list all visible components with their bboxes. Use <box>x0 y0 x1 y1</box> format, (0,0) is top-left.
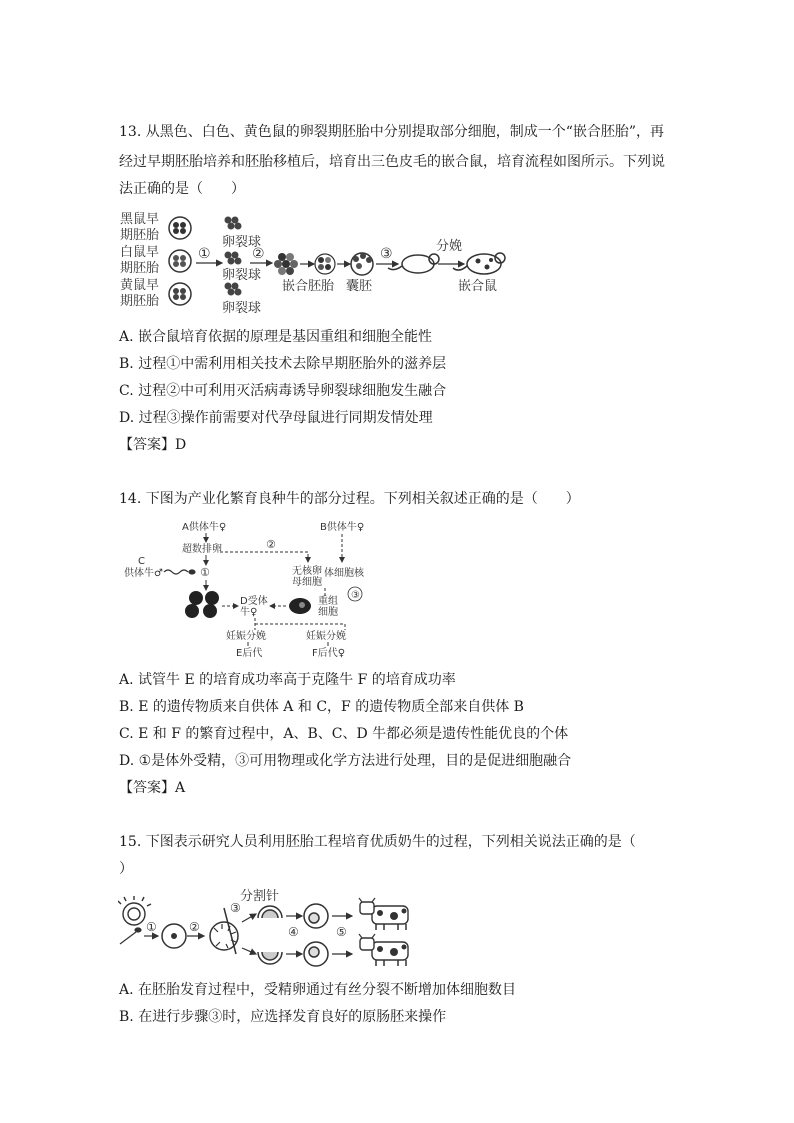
q13-white-label-2: 期胚胎 <box>120 261 160 276</box>
q15-stem-line2: ） <box>119 861 133 877</box>
q15-step2: ② <box>189 920 200 934</box>
q15-needle: 分割针 <box>240 889 280 904</box>
q13-cleavage-2: 卵裂球 <box>222 268 262 283</box>
embryo-bottom-icon <box>304 942 328 966</box>
embryo-top-icon <box>304 904 328 928</box>
q13-stem-line1: 13. 从黑色、白色、黄色鼠的卵裂期胚胎中分别提取部分细胞，制成一个“嵌合胚胎”，再 <box>119 124 665 140</box>
half-embryo-top-icon <box>258 906 282 918</box>
q14-option-a: A. 试管牛 E 的培育成功率高于克隆牛 F 的培育成功率 <box>119 672 456 688</box>
q15-step3: ③ <box>230 901 241 915</box>
q14-stem: 14. 下图为产业化繁育良种牛的部分过程。下列相关叙述正确的是（ ） <box>119 491 580 507</box>
q13-chimeric-mouse: 嵌合鼠 <box>458 279 498 294</box>
half-embryo-bottom-icon <box>258 952 282 964</box>
sperm-icon <box>120 928 141 944</box>
q13-option-a: A. 嵌合鼠培育依据的原理是基因重组和细胞全能性 <box>119 329 433 345</box>
q14-recipient-1: D受体 <box>240 596 268 607</box>
q13-cleavage-1: 卵裂球 <box>222 235 262 250</box>
q13-white-label-1: 白鼠早 <box>120 245 160 260</box>
reconstructed-cell-icon <box>289 598 311 614</box>
q13-option-d: D. 过程③操作前需要对代孕母鼠进行同期发情处理 <box>119 410 433 426</box>
q13-yellow-label-2: 期胚胎 <box>120 294 160 309</box>
q14-reconstructed-1: 重组 <box>318 596 338 607</box>
q15-option-a: A. 在胚胎发育过程中，受精卵通过有丝分裂不断增加体细胞数目 <box>119 982 517 998</box>
q13-option-c: C. 过程②中可利用灭活病毒诱导卵裂球细胞发生融合 <box>119 383 447 399</box>
q15-step1: ① <box>146 920 157 934</box>
blastocyst-icon <box>351 253 373 275</box>
q15-step4: ④ <box>288 925 299 939</box>
q13-chimeric-embryo: 嵌合胚胎 <box>282 279 335 294</box>
yellow-embryo-icon <box>169 283 191 305</box>
q14-superovulation: 超数排卵 <box>182 544 222 555</box>
q13-option-b: B. 过程①中需利用相关技术去除早期胚胎外的滋养层 <box>119 356 447 372</box>
embryo-cluster-icon <box>185 591 219 618</box>
q14-option-b: B. E 的遗传物质来自供体 A 和 C，F 的遗传物质全部来自供体 B <box>119 699 524 715</box>
q15-stem-line1: 15. 下图表示研究人员利用胚胎工程培育优质奶牛的过程，下列相关说法正确的是（ <box>119 834 636 850</box>
cleavage-ball-icon <box>225 217 242 296</box>
q14-donor-b: B供体牛♀ <box>320 522 365 533</box>
q14-pregnancy-left: 妊娠分娩 <box>226 631 266 642</box>
q13-black-label-1: 黑鼠早 <box>120 212 160 227</box>
q13-delivery: 分娩 <box>436 239 463 254</box>
q14-enucleated-2: 母细胞 <box>292 577 322 588</box>
q14-option-c: C. E 和 F 的繁育过程中，A、B、C、D 牛都必须是遗传性能优良的个体 <box>119 726 569 742</box>
q13-yellow-label-1: 黄鼠早 <box>120 278 160 293</box>
q14-donor-c-2: 供体牛♂ <box>124 568 163 579</box>
q14-somatic-nucleus: 体细胞核 <box>324 568 364 579</box>
chimeric-embryo-icon <box>315 254 335 274</box>
zygote-icon <box>162 924 186 948</box>
q14-enucleated-1: 无核卵 <box>292 566 322 577</box>
q14-step1: ① <box>200 566 210 579</box>
q14-option-d: D. ①是体外受精，③可用物理或化学方法进行处理，目的是促进细胞融合 <box>119 753 572 769</box>
q13-black-label-2: 期胚胎 <box>120 228 160 243</box>
q14-answer: 【答案】A <box>119 780 186 796</box>
q14-reconstructed-2: 细胞 <box>318 607 338 618</box>
q13-figure <box>118 206 518 322</box>
cow-bottom-icon <box>359 934 408 966</box>
q14-figure <box>120 518 370 658</box>
q14-donor-c-1: C <box>138 556 145 567</box>
q15-option-b: B. 在进行步骤③时，应选择发育良好的原肠胚来操作 <box>119 1009 447 1025</box>
q15-figure <box>118 886 428 972</box>
q14-offspring-f: F后代♀ <box>312 648 346 658</box>
q13-stem-line3: 法正确的是（ ） <box>119 181 245 197</box>
q13-step3: ③ <box>380 246 393 262</box>
q13-step1: ① <box>198 246 211 262</box>
q14-offspring-e: E后代 <box>236 648 263 658</box>
cow-top-icon <box>359 898 408 930</box>
white-embryo-icon <box>169 250 191 272</box>
q13-cleavage-3: 卵裂球 <box>222 301 262 316</box>
q14-recipient-2: 牛♀ <box>240 607 258 618</box>
q13-stem-line2: 经过早期胚胎培养和胚胎移植后，培育出三色皮毛的嵌合鼠，培育流程如图所示。下列说 <box>119 154 665 170</box>
q14-step2: ② <box>266 538 276 551</box>
sperm-icon <box>164 570 195 574</box>
q14-pregnancy-right: 妊娠分娩 <box>306 631 346 642</box>
q13-answer: 【答案】D <box>119 437 187 453</box>
q15-step5: ⑤ <box>336 925 347 939</box>
q14-step3: ③ <box>351 590 360 601</box>
chimeric-cluster-icon <box>274 253 298 275</box>
q13-step2: ② <box>252 246 265 262</box>
black-embryo-icon <box>169 217 191 239</box>
q14-donor-a: A供体牛♀ <box>182 522 227 533</box>
q13-blastocyst: 囊胚 <box>346 279 373 294</box>
